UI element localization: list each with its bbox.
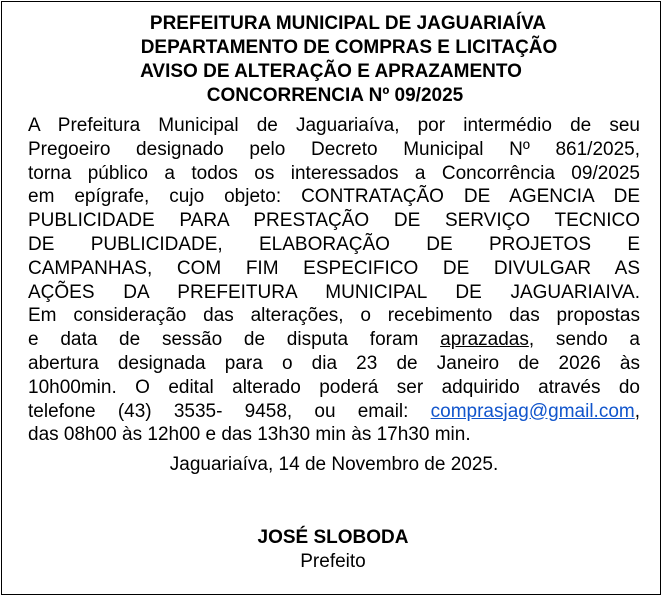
notice-header [2,12,660,108]
body-line: 10h00min. O edital alterado poderá ser adquirido através do [28,376,640,398]
body-line: A Prefeitura Municipal de Jaguariaíva, por intermédio de seu [28,115,640,136]
public-notice [1,1,661,595]
body-line: PUBLICIDADE PARA PRESTAÇÃO DE SERVIÇO TECNICO [28,210,640,232]
underlined-word: aprazadas [440,329,529,351]
header-municipality: PREFEITURA MUNICIPAL DE JAGUARIAÍVA [149,13,547,34]
body-line: torna público a todos os interessados a Concorrência 09/2025 [28,162,640,184]
body-text-segment: e data de sessão de disputa foram [28,329,441,351]
email-link[interactable]: comprasjag@gmail.com [430,400,635,422]
notice-body [28,114,640,447]
header-competition-number: CONCORRENCIA Nº 09/2025 [206,85,464,106]
body-line: AÇÕES DA PREFEITURA MUNICIPAL DE JAGUARIAIVA. [28,281,640,303]
signatory-name: JOSÉ SLOBODA [257,527,409,548]
body-line: em epígrafe, cujo objeto: CONTRATAÇÃO DE AGENCIA DE [28,186,640,208]
body-line-with-email [28,400,640,424]
body-line-with-underline [28,328,640,352]
header-notice-type: AVISO DE ALTERAÇÃO E APRAZAMENTO [140,61,522,82]
body-line: DE PUBLICIDADE, ELABORAÇÃO DE PROJETOS E [28,233,640,255]
body-text-segment: , sendo a [528,329,640,351]
body-text-segment: , [634,400,640,422]
body-line: Pregoeiro designado pelo Decreto Municipal Nº 861/2025, [28,138,640,160]
body-line: das 08h00 às 12h00 e das 13h30 min às 17h30 min. [28,424,471,446]
body-line: Em consideração das alterações, o recebimento das propostas [28,305,640,327]
header-department: DEPARTAMENTO DE COMPRAS E LICITAÇÃO [140,37,558,58]
body-text-segment: telefone (43) 3535- 9458, ou email: [28,400,431,422]
signatory-role: Prefeito [300,551,366,572]
body-line: CAMPANHAS, COM FIM ESPECIFICO DE DIVULGAR AS [28,257,640,279]
dateline: Jaguariaíva, 14 de Novembro de 2025. [169,454,499,475]
body-line: abertura designada para o dia 23 de Janeiro de 2026 às [28,352,640,374]
